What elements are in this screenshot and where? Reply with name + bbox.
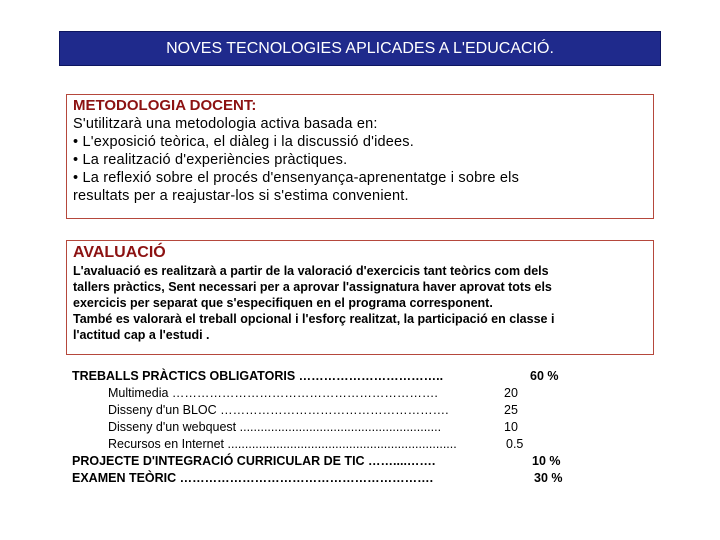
grade-label: Recursos en Internet .................................................................. — [108, 437, 457, 451]
grade-value: 10 — [504, 420, 518, 434]
page-title: NOVES TECNOLOGIES APLICADES A L'EDUCACIÓ. — [59, 31, 661, 66]
grade-label: Disseny d'un webquest .......................................................... — [108, 420, 442, 434]
metodologia-line: • L'exposició teòrica, el diàleg i la discussió d'idees. — [73, 134, 414, 150]
avaluacio-line: exercicis per separat que s'especifiquen en el programa corresponent. — [73, 296, 493, 310]
metodologia-box — [66, 94, 654, 219]
metodologia-line: resultats per a reajustar-los si s'estima convenient. — [73, 188, 409, 204]
grade-label: TREBALLS PRÀCTICS OBLIGATORIS …………………………….. — [72, 369, 444, 383]
grade-value: 0.5 — [506, 437, 524, 451]
grade-row-item — [72, 436, 652, 453]
avaluacio-line: l'actitud cap a l'estudi . — [73, 328, 210, 342]
avaluacio-box — [66, 240, 654, 355]
grade-value: 20 — [504, 386, 518, 400]
metodologia-heading: METODOLOGIA DOCENT: — [73, 97, 257, 114]
avaluacio-heading: AVALUACIÓ — [73, 244, 166, 261]
grade-label: Disseny d'un BLOC ………………………………………………. — [108, 403, 449, 417]
metodologia-line: • La reflexió sobre el procés d'ensenyança-aprenentatge i sobre els — [73, 170, 520, 186]
grade-row-examen — [72, 470, 652, 487]
grade-row-projecte — [72, 453, 652, 470]
metodologia-line: • La realització d'experiències pràctiques. — [73, 152, 348, 168]
grades-list — [72, 368, 652, 487]
grade-value: 60 % — [530, 369, 559, 383]
metodologia-line: S'utilitzarà una metodologia activa basada en: — [73, 116, 378, 132]
grade-value: 30 % — [534, 471, 563, 485]
grade-row-item — [72, 402, 652, 419]
avaluacio-line: L'avaluació es realitzarà a partir de la valoració d'exercicis tant teòrics com dels — [73, 264, 549, 278]
grade-label: Multimedia ………………………………………………………. — [108, 386, 438, 400]
grade-label: EXAMEN TEÒRIC ……………………………………………………. — [72, 471, 434, 485]
grade-label: PROJECTE D'INTEGRACIÓ CURRICULAR DE TIC ……....……. — [72, 454, 436, 468]
grade-value: 10 % — [532, 454, 561, 468]
grade-value: 25 — [504, 403, 518, 417]
grade-row-item — [72, 385, 652, 402]
grade-row-treballs — [72, 368, 652, 385]
avaluacio-line: També es valorarà el treball opcional i l'esforç realitzat, la participació en classe i — [73, 312, 555, 326]
avaluacio-line: tallers pràctics, Sent necessari per a aprovar l'assignatura haver aprovat tots els — [73, 280, 552, 294]
grade-row-item — [72, 419, 652, 436]
